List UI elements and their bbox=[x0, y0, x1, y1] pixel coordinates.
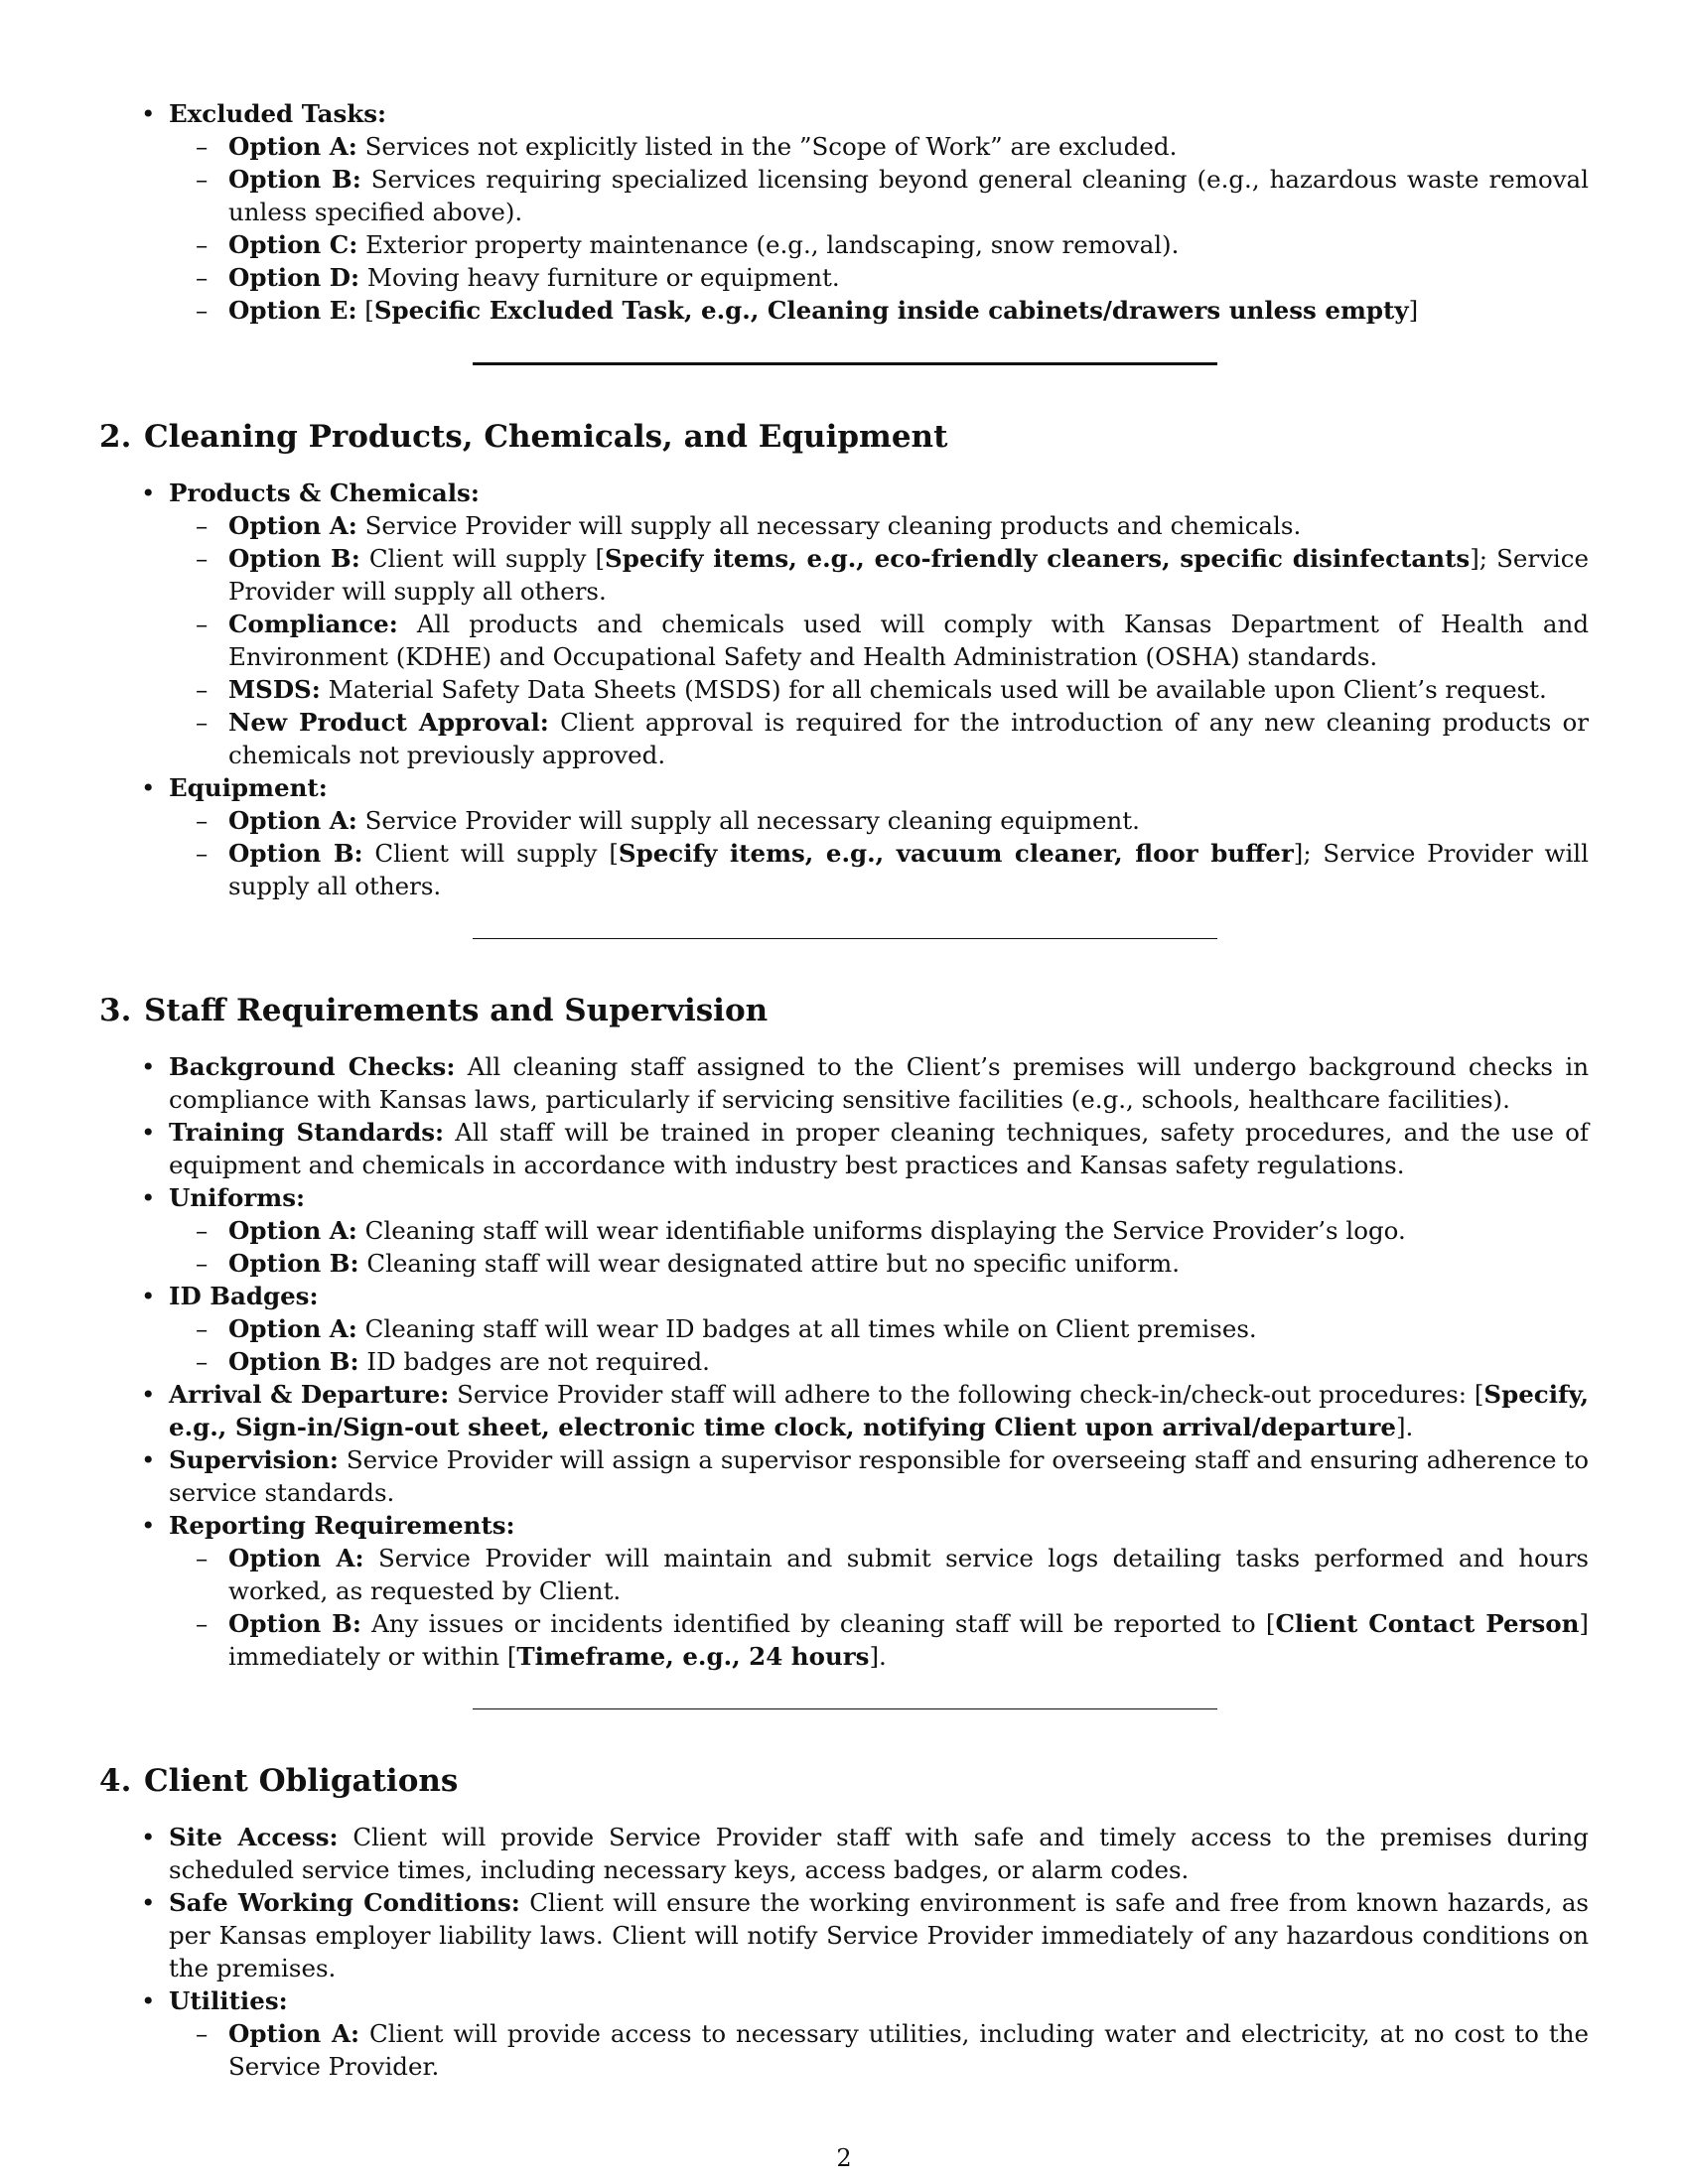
placeholder-text: Specify items, e.g., eco-friendly cleaners, specific disinfectants bbox=[605, 544, 1471, 573]
equipment-option-a bbox=[228, 804, 1589, 837]
section-heading-2 bbox=[99, 417, 1589, 457]
excluded-tasks-options bbox=[169, 130, 1589, 327]
option-text: ]; Service Provider will supply all others. bbox=[228, 839, 1589, 900]
products-compliance bbox=[228, 608, 1589, 673]
item-text: Client will provide Service Provider staff with safe and timely access to the premises during scheduled service times, including necessary keys, access badges, or alarm codes. bbox=[169, 1823, 1589, 1884]
option-text: Any issues or incidents identified by cleaning staff will be reported to [ bbox=[360, 1609, 1276, 1638]
option-label: New Product Approval: bbox=[228, 708, 549, 737]
option-text: ]. bbox=[869, 1642, 887, 1671]
page-number: 2 bbox=[836, 2144, 852, 2172]
option-text: Service Provider will supply all necessary cleaning products and chemicals. bbox=[356, 511, 1302, 540]
excluded-option-b bbox=[228, 163, 1589, 228]
option-text: [ bbox=[356, 296, 374, 325]
option-label: Compliance: bbox=[228, 610, 398, 638]
option-label: Option C: bbox=[228, 230, 358, 259]
section-number: 2. bbox=[99, 419, 132, 455]
products-option-a bbox=[228, 509, 1589, 542]
section-divider bbox=[473, 938, 1217, 939]
option-label: Option B: bbox=[228, 544, 360, 573]
badges-option-b bbox=[228, 1345, 1589, 1378]
section-3-list bbox=[99, 1050, 1589, 1673]
placeholder-text: Timeframe, e.g., 24 hours bbox=[516, 1642, 870, 1671]
placeholder-text: Specific Excluded Task, e.g., Cleaning inside cabinets/drawers unless empty bbox=[373, 296, 1409, 325]
option-text: ID badges are not required. bbox=[358, 1347, 710, 1376]
option-text: All products and chemicals used will comply with Kansas Department of Health and Environment (KDHE) and Occupational Safety and Health Administration (OSHA) standards. bbox=[228, 610, 1589, 671]
excluded-tasks-label: Excluded Tasks: bbox=[169, 99, 387, 128]
item-label: Products & Chemicals: bbox=[169, 478, 480, 507]
section-divider bbox=[473, 1708, 1217, 1709]
utilities-options bbox=[169, 2017, 1589, 2083]
section-number: 3. bbox=[99, 993, 132, 1028]
item-text: All staff will be trained in proper cleaning techniques, safety procedures, and the use of equipment and chemicals in accordance with industry best practices and Kansas safety regulations. bbox=[169, 1118, 1590, 1179]
item-text: ]. bbox=[1395, 1413, 1414, 1441]
equipment-item bbox=[169, 771, 1589, 902]
option-label: Option A: bbox=[228, 132, 357, 161]
uniforms-option-b bbox=[228, 1247, 1589, 1280]
option-label: Option A: bbox=[228, 1314, 357, 1343]
option-text: Service Provider will maintain and submit service logs detailing tasks performed and hours worked, as requested by Client. bbox=[228, 1544, 1589, 1605]
site-access-item bbox=[169, 1821, 1589, 1886]
products-options bbox=[169, 509, 1589, 771]
item-label: Supervision: bbox=[169, 1445, 339, 1474]
option-label: Option B: bbox=[228, 839, 363, 868]
option-text: Exterior property maintenance (e.g., landscaping, snow removal). bbox=[357, 230, 1180, 259]
equipment-option-b bbox=[228, 837, 1589, 902]
uniforms-options bbox=[169, 1214, 1589, 1280]
item-label: Safe Working Conditions: bbox=[169, 1888, 520, 1917]
option-label: Option A: bbox=[228, 1544, 364, 1572]
option-label: Option B: bbox=[228, 1609, 361, 1638]
section-title: Cleaning Products, Chemicals, and Equipment bbox=[144, 419, 948, 455]
products-chemicals-item bbox=[169, 477, 1589, 771]
item-label: Site Access: bbox=[169, 1823, 339, 1851]
item-text: Service Provider staff will adhere to the following check-in/check-out procedures: [ bbox=[449, 1380, 1484, 1409]
uniforms-option-a bbox=[228, 1214, 1589, 1247]
option-text: Cleaning staff will wear ID badges at all times while on Client premises. bbox=[356, 1314, 1257, 1343]
excluded-option-a bbox=[228, 130, 1589, 163]
page-content bbox=[99, 97, 1589, 2083]
safe-working-item bbox=[169, 1886, 1589, 1984]
option-label: Option B: bbox=[228, 1249, 359, 1278]
option-text: Client will supply [ bbox=[362, 839, 619, 868]
excluded-tasks-list bbox=[99, 97, 1589, 327]
section-divider bbox=[473, 362, 1217, 365]
option-text: Services requiring specialized licensing beyond general cleaning (e.g., hazardous waste removal unless specified above). bbox=[228, 165, 1589, 226]
option-text: Client approval is required for the introduction of any new cleaning products or chemicals not previously approved. bbox=[228, 708, 1590, 769]
products-option-b bbox=[228, 542, 1589, 608]
option-label: Option E: bbox=[228, 296, 357, 325]
badges-options bbox=[169, 1312, 1589, 1378]
item-label: ID Badges: bbox=[169, 1282, 319, 1310]
option-text: Moving heavy furniture or equipment. bbox=[359, 263, 840, 292]
option-text: Client will supply [ bbox=[359, 544, 606, 573]
utilities-option-a bbox=[228, 2017, 1589, 2083]
section-title: Staff Requirements and Supervision bbox=[144, 993, 769, 1028]
products-new-approval bbox=[228, 706, 1589, 771]
option-label: Option B: bbox=[228, 1347, 359, 1376]
placeholder-text: Specify items, e.g., vacuum cleaner, floor buffer bbox=[618, 839, 1294, 868]
equipment-options bbox=[169, 804, 1589, 902]
option-text: Cleaning staff will wear designated attire but no specific uniform. bbox=[358, 1249, 1181, 1278]
option-text: Client will provide access to necessary utilities, including water and electricity, at no cost to the Service Provider. bbox=[228, 2019, 1589, 2081]
excluded-option-e bbox=[228, 294, 1589, 327]
option-label: Option D: bbox=[228, 263, 360, 292]
reporting-option-a bbox=[228, 1542, 1589, 1607]
option-label: Option A: bbox=[228, 806, 357, 835]
option-label: Option A: bbox=[228, 511, 357, 540]
option-text: Material Safety Data Sheets (MSDS) for all chemicals used will be available upon Client’s request. bbox=[320, 675, 1547, 704]
id-badges-item bbox=[169, 1280, 1589, 1378]
excluded-option-c bbox=[228, 228, 1589, 261]
option-text: ] immediately or within [ bbox=[228, 1609, 1589, 1671]
supervision-item bbox=[169, 1443, 1589, 1509]
option-label: Option B: bbox=[228, 165, 361, 194]
placeholder-text: Client Contact Person bbox=[1275, 1609, 1580, 1638]
item-label: Arrival & Departure: bbox=[169, 1380, 450, 1409]
option-label: MSDS: bbox=[228, 675, 321, 704]
item-text: Client will ensure the working environment is safe and free from known hazards, as per Kansas employer liability laws. Client will notify Service Provider immediately of any hazardous conditions on the premises. bbox=[169, 1888, 1590, 1982]
arrival-departure-item bbox=[169, 1378, 1589, 1443]
excluded-option-d bbox=[228, 261, 1589, 294]
item-label: Reporting Requirements: bbox=[169, 1511, 515, 1540]
products-msds bbox=[228, 673, 1589, 706]
placeholder-text: Specify, e.g., Sign-in/Sign-out sheet, electronic time clock, notifying Client upon arrival/departure bbox=[169, 1380, 1589, 1441]
utilities-item bbox=[169, 1984, 1589, 2083]
section-2-list bbox=[99, 477, 1589, 902]
background-checks-item bbox=[169, 1050, 1589, 1116]
reporting-requirements-item bbox=[169, 1509, 1589, 1673]
option-label: Option A: bbox=[228, 2019, 359, 2048]
item-label: Background Checks: bbox=[169, 1052, 456, 1081]
item-label: Equipment: bbox=[169, 773, 328, 802]
item-label: Utilities: bbox=[169, 1986, 288, 2015]
training-standards-item bbox=[169, 1116, 1589, 1181]
option-text: ] bbox=[1408, 296, 1419, 325]
option-label: Option A: bbox=[228, 1216, 357, 1245]
item-label: Training Standards: bbox=[169, 1118, 445, 1147]
section-heading-4 bbox=[99, 1761, 1589, 1801]
badges-option-a bbox=[228, 1312, 1589, 1345]
reporting-options bbox=[169, 1542, 1589, 1673]
option-text: ]; Service Provider will supply all others. bbox=[228, 544, 1589, 606]
excluded-tasks-item bbox=[169, 97, 1589, 327]
item-label: Uniforms: bbox=[169, 1183, 306, 1212]
section-number: 4. bbox=[99, 1763, 132, 1799]
section-title: Client Obligations bbox=[144, 1763, 459, 1799]
reporting-option-b bbox=[228, 1607, 1589, 1673]
section-heading-3 bbox=[99, 991, 1589, 1030]
item-text: Service Provider will assign a supervisor responsible for overseeing staff and ensuring adherence to service standards. bbox=[169, 1445, 1589, 1507]
section-4-list bbox=[99, 1821, 1589, 2083]
uniforms-item bbox=[169, 1181, 1589, 1280]
option-text: Services not explicitly listed in the ”Scope of Work” are excluded. bbox=[356, 132, 1178, 161]
option-text: Cleaning staff will wear identifiable uniforms displaying the Service Provider’s logo. bbox=[356, 1216, 1406, 1245]
item-text: All cleaning staff assigned to the Client’s premises will undergo background checks in compliance with Kansas laws, particularly if servicing sensitive facilities (e.g., schools, healthcare facilities). bbox=[169, 1052, 1589, 1114]
option-text: Service Provider will supply all necessary cleaning equipment. bbox=[356, 806, 1140, 835]
